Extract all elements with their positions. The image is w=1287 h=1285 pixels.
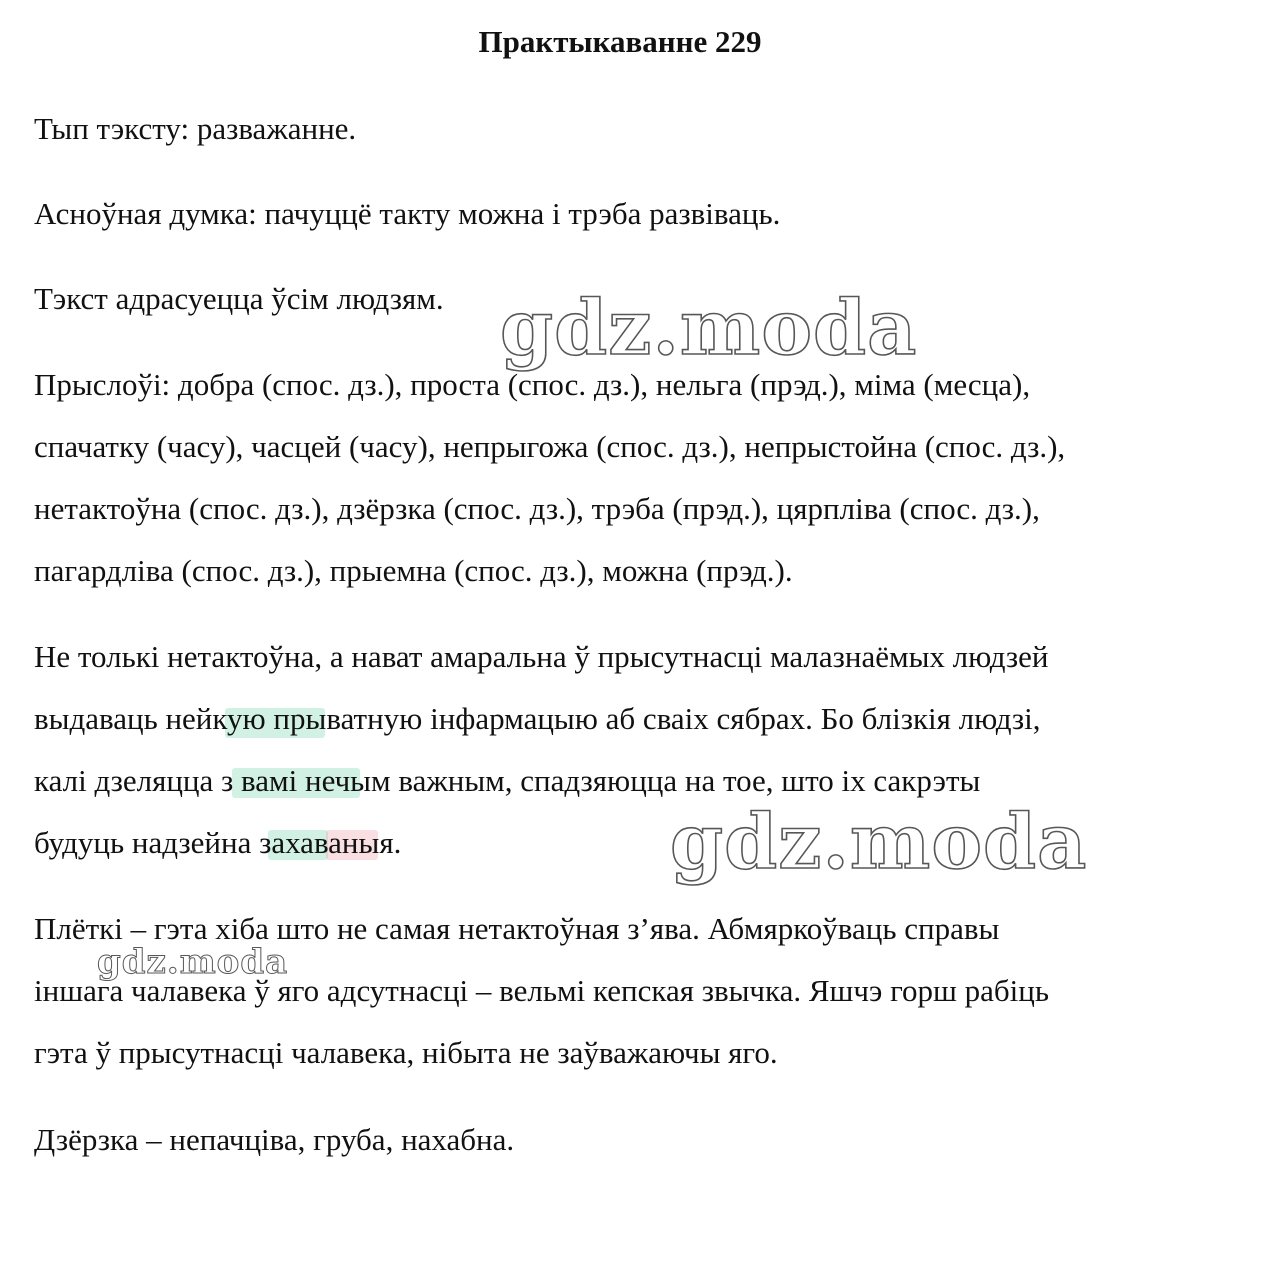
text-line: пагардліва (спос. дз.), прыемна (спос. дз.), можна (прэд.). [34,553,793,588]
text-line: выдаваць нейкую прыватную інфармацыю аб сваіх сябрах. Бо блізкія людзі, [34,701,1041,736]
watermark-logo: gdz.moda [500,283,918,372]
text-line: іншага чалавека ў яго адсутнасці – вельмі кепская звычка. Яшчэ горш рабіць [34,973,1050,1008]
paragraph-text-type [34,98,1234,160]
watermark-logo: gdz.moda [670,797,1088,886]
text-line: Плёткі – гэта хіба што не самая нетактоўная з’ява. Абмяркоўваць справы [34,911,1000,946]
text-line: гэта ў прысутнасці чалавека, нібыта не заўважаючы яго. [34,1035,778,1070]
text-line: Не толькі нетактоўна, а нават амаральна ў прысутнасці малазнаёмых людзей [34,639,1049,674]
paragraph-adverbs [34,354,1234,602]
paragraph-definition [34,1109,1234,1171]
paragraph-gossip [34,898,1234,1084]
text-line: нетактоўна (спос. дз.), дзёрзка (спос. дз.), трэба (прэд.), цярпліва (спос. дз.), [34,491,1040,526]
paragraph-main-idea [34,183,1234,245]
page-title: Практыкаванне 229 [478,24,762,59]
text-line: будуць надзейна захаваныя. [34,825,402,860]
text-line: Дзёрзка – непачціва, груба, нахабна. [34,1122,515,1157]
watermark-logo: gdz.moda [97,942,289,982]
text-line: Прыслоўі: добра (спос. дз.), проста (спос. дз.), нельга (прэд.), міма (месца), [34,367,1031,402]
text-line: Асноўная думка: пачуццё такту можна і трэба развіваць. [34,196,781,231]
text-line: Тэкст адрасуецца ўсім людзям. [34,281,444,316]
text-line: Тып тэксту: разважанне. [34,111,357,146]
text-line: спачатку (часу), часцей (часу), непрыгожа (спос. дз.), непрыстойна (спос. дз.), [34,429,1066,464]
text-line: калі дзеляцца з вамі нечым важным, спадзяюцца на тое, што іх сакрэты [34,763,981,798]
